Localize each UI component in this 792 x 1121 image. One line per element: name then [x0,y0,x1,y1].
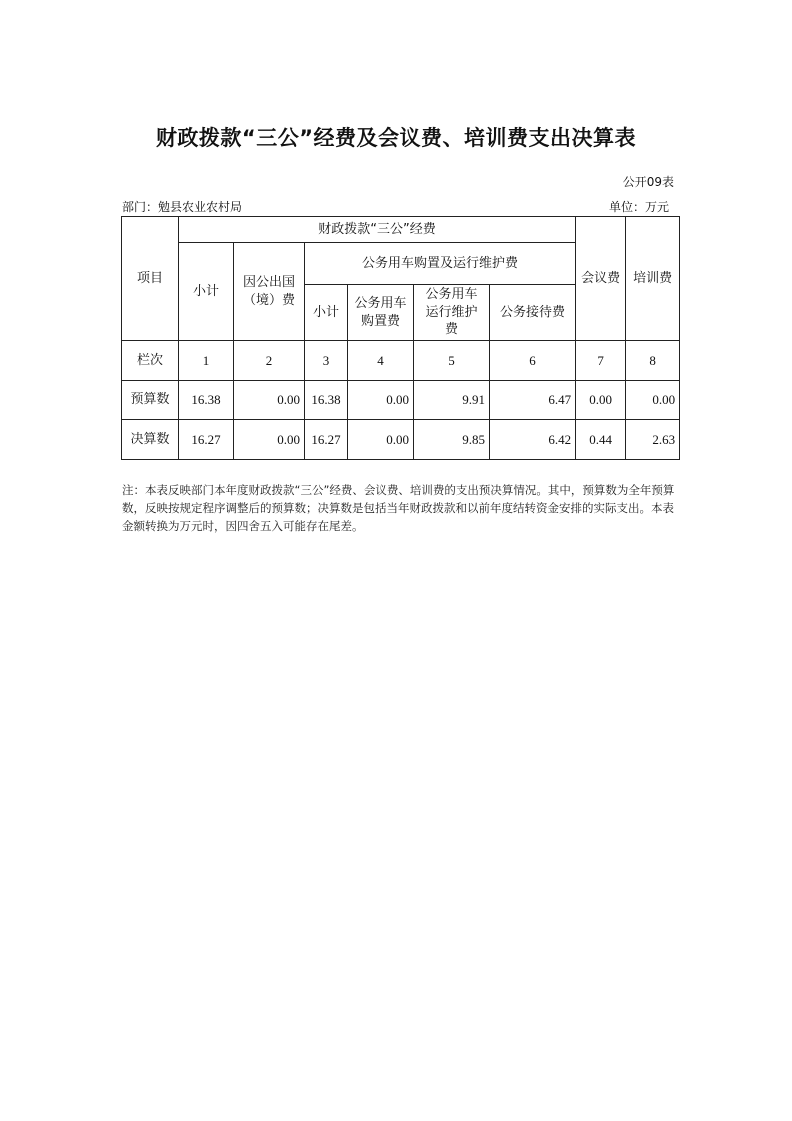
cell: 0.00 [348,420,414,460]
header-training: 培训费 [626,217,680,341]
header-vehicle-purchase: 公务用车购置费 [348,285,414,341]
cell: 0.00 [348,381,414,420]
header-abroad: 因公出国（境）费 [234,243,305,341]
cell: 6.42 [490,420,576,460]
page-title: 财政拨款“三公”经费及会议费、培训费支出决算表 [155,126,637,150]
row-label-actual: 决算数 [122,420,179,460]
header-vehicle-operation: 公务用车运行维护费 [414,285,490,341]
cell: 9.85 [414,420,490,460]
cell: 3 [305,341,348,381]
row-label-index: 栏次 [122,341,179,381]
cell: 0.00 [234,420,305,460]
expenditure-table [121,216,680,460]
cell: 16.27 [305,420,348,460]
cell: 4 [348,341,414,381]
cell: 0.00 [576,381,626,420]
table-row [122,381,680,420]
cell: 16.38 [179,381,234,420]
table-note: 注：本表反映部门本年度财政拨款“三公”经费、会议费、培训费的支出预决算情况。其中，预算数为全年预算数，反映按规定程序调整后的预算数；决算数是包括当年财政拨款和以前年度结转资金安排的实际支出。本表金额转换为万元时，因四舍五入可能存在尾差。 [122,483,675,533]
header-vehicle-group: 公务用车购置及运行维护费 [305,243,576,285]
cell: 2.63 [626,420,680,460]
cell: 6.47 [490,381,576,420]
header-item: 项目 [122,217,179,341]
header-subtotal: 小计 [179,243,234,341]
cell: 9.91 [414,381,490,420]
cell: 2 [234,341,305,381]
cell: 16.27 [179,420,234,460]
department-label: 部门：勉县农业农村局 [122,200,243,214]
cell: 1 [179,341,234,381]
cell: 7 [576,341,626,381]
row-label-budget: 预算数 [122,381,179,420]
cell: 6 [490,341,576,381]
cell: 8 [626,341,680,381]
expenditure-table-container [121,216,679,460]
cell: 5 [414,341,490,381]
cell: 0.00 [626,381,680,420]
header-reception: 公务接待费 [490,285,576,341]
unit-label: 单位：万元 [608,200,669,214]
form-code: 公开09表 [622,175,674,189]
cell: 0.44 [576,420,626,460]
header-vehicle-subtotal: 小计 [305,285,348,341]
cell: 16.38 [305,381,348,420]
header-sangong: 财政拨款“三公”经费 [179,217,576,243]
table-row [122,420,680,460]
header-meeting: 会议费 [576,217,626,341]
table-row [122,341,680,381]
cell: 0.00 [234,381,305,420]
